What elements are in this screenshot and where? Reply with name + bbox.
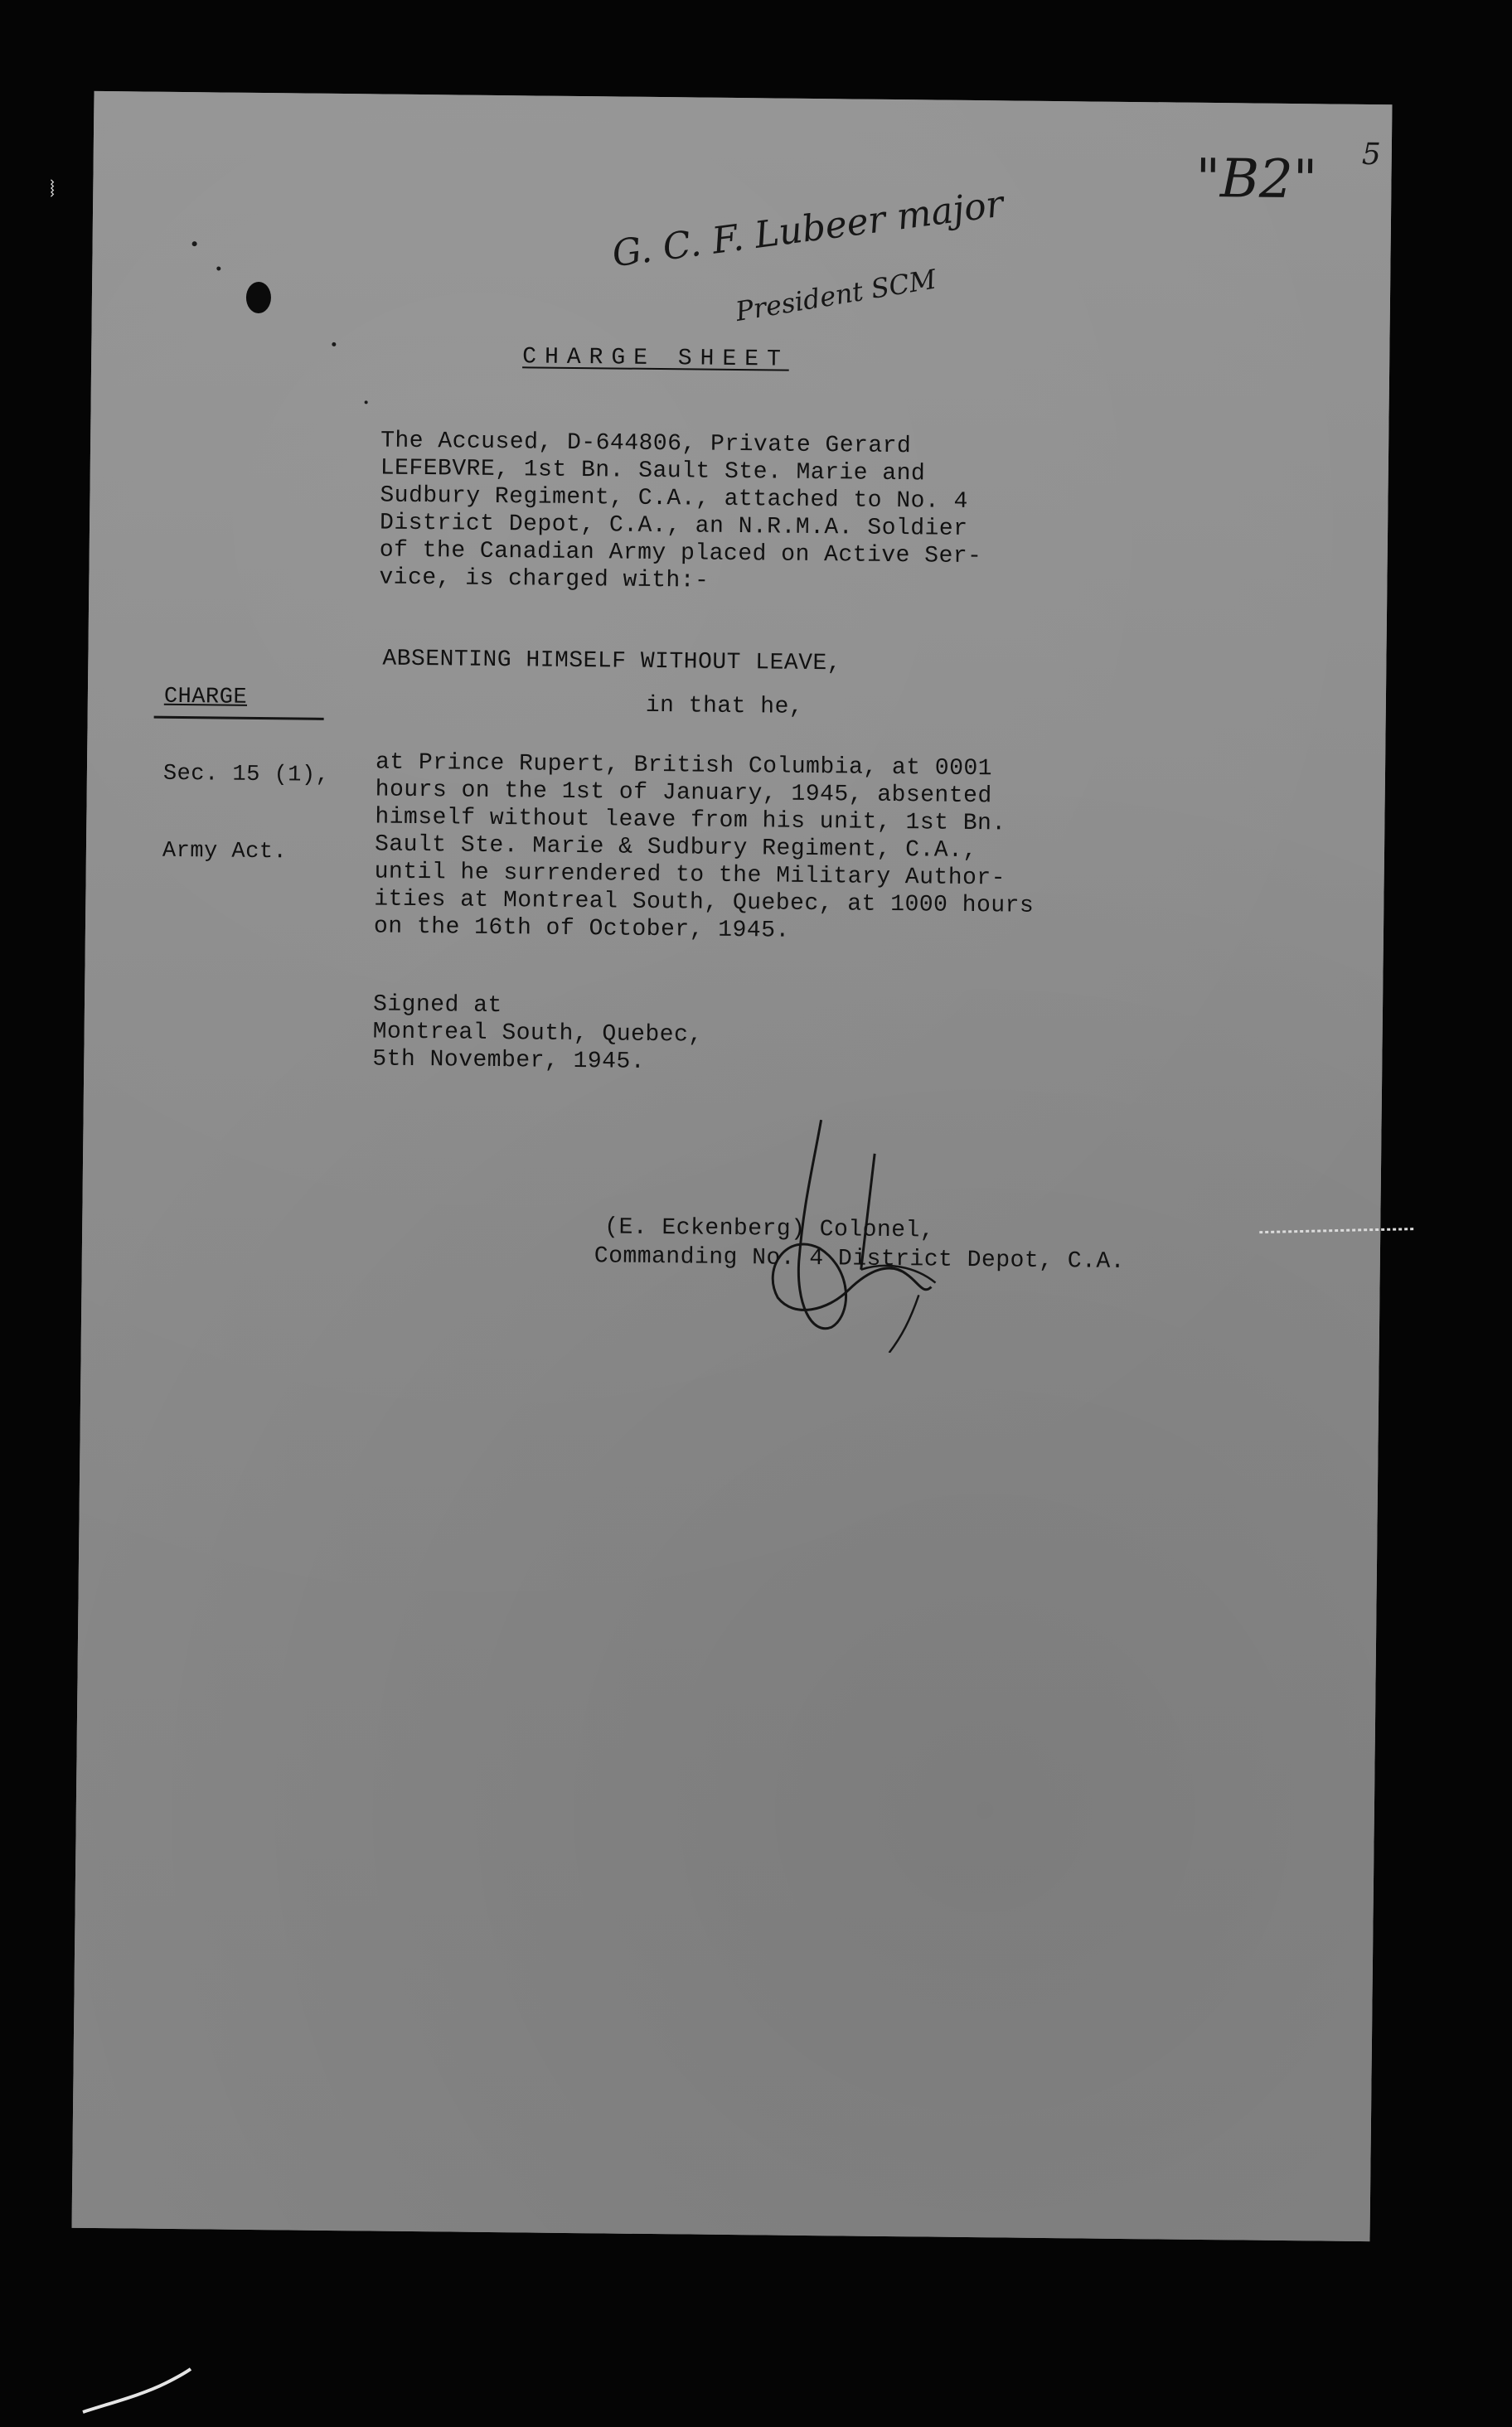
speck [192,241,197,246]
document-title: CHARGE SHEET [522,344,789,373]
punch-hole [246,282,271,313]
charge-sheet-page [72,91,1393,2241]
edge-mark: ⧘ [50,174,56,203]
signed-at-block: Signed at Montreal South, Quebec, 5th November, 1945. [372,991,703,1075]
margin-note-line: Sec. 15 (1), [162,761,330,788]
handwritten-page-number: 5 [1361,137,1381,172]
margin-note-line: Army Act. [162,838,288,865]
in-that-line: in that he, [645,692,804,720]
charge-title: ABSENTING HIMSELF WITHOUT LEAVE, [382,646,842,677]
accused-paragraph: The Accused, D-644806, Private Gerard LEFEBVRE, 1st Bn. Sault Ste. Marie and Sudbury Regiment, C.A., attached to No. 4 District Depot, C.A., an N.R.M.A. Soldier of the Canadian Army placed on Active Ser- vice, is charged with:- [379,428,982,594]
speck [332,342,336,346]
handwritten-president-note: President SCM [733,263,939,327]
signatory-name: (E. Eckenberg) Colonel, [604,1214,935,1244]
signatory-command: Commanding No. 4 District Depot, C.A. [594,1243,1126,1275]
margin-scratch-mark [1259,1214,1417,1249]
handwritten-initials: G. C. F. Lubeer major [609,182,1006,276]
margin-note-line: CHARGE [163,684,248,710]
handwritten-code: "B2" [1195,148,1318,211]
speck [365,400,368,404]
margin-charge-reference [162,633,331,918]
corner-scribble [75,2346,207,2420]
particulars-paragraph: at Prince Rupert, British Columbia, at 0001 hours on the 1st of January, 1945, absented himself without leave from his unit, 1st Bn. Sault Ste. Marie & Sudbury Regiment, C.A., until he surrendered to the Military Author- ities at Montreal South, Quebec, at 1000 hours on the 16th of October, 1945. [373,749,1035,944]
speck [216,266,220,270]
